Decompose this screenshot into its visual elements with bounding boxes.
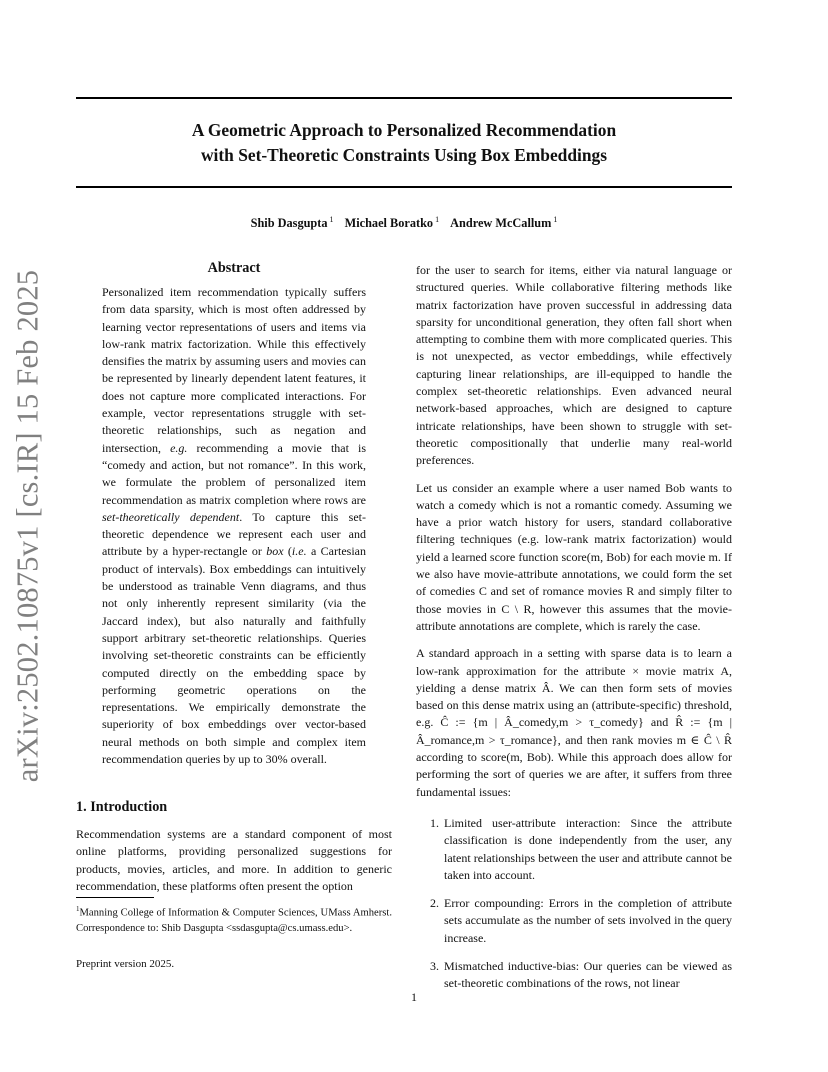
footnote: $^1$Manning College of Information & Computer Sciences, UMass Amherst. Correspondence to: Shib Dasgupta <ssdasgupta@cs.umass.edu>. — [76, 905, 392, 935]
bottom-rule — [76, 186, 732, 188]
issues-list — [416, 815, 732, 993]
arxiv-stamp — [4, 269, 52, 783]
author: Shib Dasgupta $^1$ — [250, 215, 334, 231]
author: Michael Boratko $^1$ — [344, 215, 440, 231]
page-number: 1 — [411, 990, 417, 1004]
author: Andrew McCallum $^1$ — [450, 215, 558, 231]
list-item: 3. Mismatched inductive-bias: Our queries can be viewed as set-theoretic combinations of the rows, not linear — [442, 958, 732, 993]
abstract-text: Personalized item recommendation typically suffers from data sparsity, which is most often addressed by learning vector representations of users and items via low-rank matrix factorization. While this effectively densifies the matrix by assuming users and movies can be represented by linearly dependent latent features, it does not capture more complicated interactions. For example, vector representations struggle with set-theoretic relationships, such as negation and intersection, e.g. recommending a movie that is “comedy and action, but not romance”. In this work, we formulate the problem of personalized item recommendation as matrix completion where rows are set-theoretically dependent. To capture this set-theoretic dependence we represent each user and attribute by a hyper-rectangle or box (i.e. a Cartesian product of intervals). Box embeddings can intuitively be understood as trainable Venn diagrams, and thus not only inherently represent similarity (via the Jaccard index), but also naturally and faithfully support arbitrary set-theoretic relationships. Queries involving set-theoretic constraints can be efficiently computed directly on the embedding space by performing geometric operations on the representations. We empirically demonstrate the superiority of box embeddings over vector-based neural methods on both simple and complex item recommendation queries by up to 30% overall. — [102, 285, 367, 767]
intro-paragraph: Recommendation systems are a standard component of most online platforms, providing personalized suggestions for products, movies, articles, and more. In addition to generic recommendation, these platforms often present the option — [76, 827, 392, 893]
section-heading-introduction: 1. Introduction — [76, 799, 168, 815]
paragraph: for the user to search for items, either via natural language or structured queries. While collaborative filtering methods like matrix factorization have proven successful in addressing data sparsity for unconditional generation, they often fall short when attempting to combine them with more complicated queries. This is not unexpected, as vector embeddings, while effectively capturing linear relationships, are ill-equipped to handle the complex set-theoretic relationships. Even advanced neural network-based approaches, which are designed to capture intricate relationships, have been shown to struggle with set-theoretic compositionally that underlie many real-world preferences. — [416, 263, 732, 468]
list-item: 2. Error compounding: Errors in the completion of attribute sets accumulate as the number of sets involved in the query increase. — [442, 895, 732, 947]
paragraph: Let us consider an example where a user named Bob wants to watch a comedy which is not a romantic comedy. Assuming we have a prior watch history for users, standard collaborative filtering techniques (e.g. low-rank matrix factorization) would yield a learned score function score(m, Bob) for each movie m. If we also have movie-attribute annotations, we could form the set of comedies C and set of romance movies R and simply filter to those movies in C \ R, however this assumes that the movie-attribute annotations are complete, which is rarely the case. — [416, 480, 732, 633]
top-rule — [76, 97, 732, 99]
footnote-rule — [76, 897, 154, 898]
title-line-2: with Set-Theoretic Constraints Using Box Embeddings — [201, 145, 607, 165]
paper-title — [76, 118, 732, 168]
list-item: 1. Limited user-attribute interaction: Since the attribute classification is done independently from the user, any latent relationships between the user and attribute cannot be taken into account. — [442, 815, 732, 884]
right-column — [416, 262, 732, 1004]
abstract-heading: Abstract — [207, 260, 261, 276]
author-list — [76, 215, 732, 231]
arxiv-id: arXiv:2502.10875v1 [cs.IR] 15 Feb 2025 — [10, 269, 45, 783]
paragraph: A standard approach in a setting with sparse data is to learn a low-rank approximation for the attribute × movie matrix A, yielding a dense matrix Â. We can then form sets of movies based on this dense matrix using an (attribute-specific) threshold, e.g. Ĉ := {m | Â_comedy,m > τ_comedy} and R̂ := {m | Â_romance,m > τ_romance}, and then rank movies m ∈ Ĉ \ R̂ according to score(m, Bob). While this approach does allow for performing the sort of queries we are after, it suffers from three fundamental issues: — [416, 646, 732, 799]
preprint-note: Preprint version 2025. — [76, 958, 175, 970]
title-line-1: A Geometric Approach to Personalized Recommendation — [191, 120, 617, 140]
